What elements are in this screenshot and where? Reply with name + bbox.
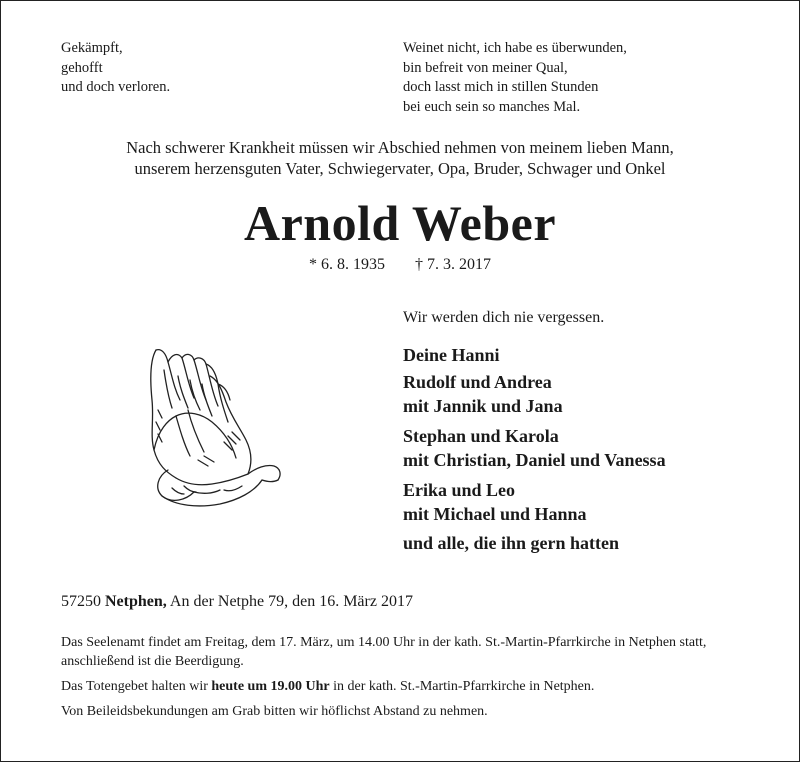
family-line: mit Jannik und Jana — [403, 396, 563, 416]
family-group-4 — [403, 478, 587, 526]
praying-hands-icon — [128, 340, 288, 510]
poem-right-line: bin befreit von meiner Qual, — [403, 59, 568, 76]
intro-line: Nach schwerer Krankheit müssen wir Abschied nehmen von meinem lieben Mann, — [126, 138, 674, 157]
life-dates — [0, 256, 800, 274]
deceased-name: Arnold Weber — [243, 195, 557, 251]
poem-left-line: Gekämpft, — [61, 40, 123, 56]
poem-right-line: bei euch sein so manches Mal. — [403, 98, 581, 115]
family-line: Rudolf und Andrea — [403, 372, 552, 392]
prayer-time: heute um 19.00 Uhr — [211, 679, 330, 694]
prayer-info-text-2: in der kath. St.-Martin-Pfarrkirche in Netphen. — [329, 679, 595, 694]
condolence-info: Von Beileidsbekundungen am Grab bitten wir höflichst Abstand zu nehmen. — [61, 704, 488, 719]
prayer-info-text: Das Totengebet halten wir — [61, 679, 212, 694]
family-group-3 — [403, 424, 666, 472]
family-line: Erika und Leo — [403, 480, 516, 500]
intro-line: unserem herzensguten Vater, Schwiegervater, Opa, Bruder, Schwager und Onkel — [134, 159, 666, 178]
family-line: mit Christian, Daniel und Vanessa — [403, 450, 666, 470]
family-group-1 — [403, 343, 500, 367]
place-date — [61, 593, 413, 611]
zip-code: 57250 — [61, 593, 101, 610]
birth-date: * 6. 8. 1935 — [309, 256, 385, 273]
motto: Wir werden dich nie vergessen. — [403, 309, 605, 326]
address-date: An der Netphe 79, den 16. März 2017 — [169, 593, 413, 610]
prayer-info — [61, 677, 751, 696]
family-line: Stephan und Karola — [403, 426, 559, 446]
poem-right — [403, 39, 627, 117]
poem-right-line: doch lasst mich in stillen Stunden — [403, 79, 599, 95]
poem-left-line: und doch verloren. — [61, 79, 171, 95]
poem-right-line: Weinet nicht, ich habe es überwunden, — [403, 40, 627, 56]
intro-text — [0, 137, 800, 179]
family-group-5 — [403, 531, 619, 555]
poem-left — [61, 39, 170, 98]
family-line: und alle, die ihn gern hatten — [403, 533, 620, 553]
city: Netphen, — [105, 593, 167, 610]
family-line: mit Michael und Hanna — [403, 504, 587, 524]
family-group-2 — [403, 370, 563, 418]
death-date: † 7. 3. 2017 — [415, 256, 491, 273]
service-info: Das Seelenamt findet am Freitag, dem 17. März, um 14.00 Uhr in der kath. St.-Martin-Pfarrkirche in Netphen statt, anschließend ist die Beerdigung. — [61, 635, 707, 669]
family-line: Deine Hanni — [403, 345, 500, 365]
poem-left-line: gehofft — [61, 59, 103, 76]
